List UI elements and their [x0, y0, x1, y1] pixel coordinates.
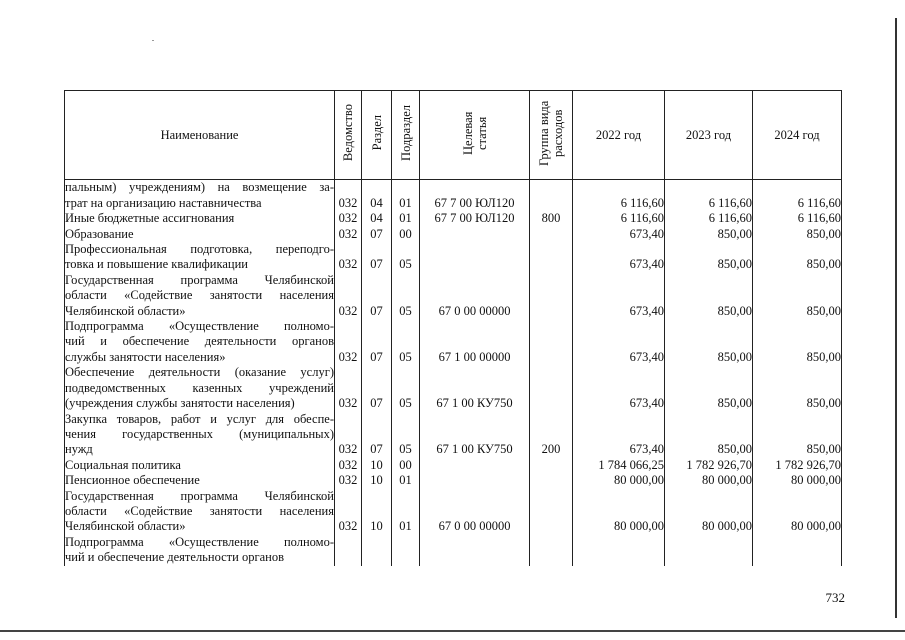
amount-2023-cell: 850,00: [665, 319, 753, 365]
subsection-cell: 00: [392, 458, 420, 473]
amount-2023-cell: 850,00: [665, 242, 753, 273]
header-expense-group: Группа вида расходов: [530, 91, 573, 180]
target-article-cell: 67 1 00 00000: [420, 319, 530, 365]
header-year-2023: 2023 год: [665, 91, 753, 180]
section-cell: 07: [362, 319, 392, 365]
row-name-line: Челябинской области»: [65, 303, 186, 318]
row-name-line: области «Содействие занятости населения: [65, 503, 334, 518]
page-number: 732: [825, 590, 845, 605]
row-name-line: Подпрограмма «Осуществление полномо-: [65, 534, 334, 549]
row-name-line: (учреждения службы занятости населения): [65, 396, 295, 411]
table-row: [65, 273, 842, 319]
section-cell: 07: [362, 273, 392, 319]
section-cell: 04: [362, 180, 392, 211]
amount-2023-cell: 850,00: [665, 273, 753, 319]
row-name-line: чий и обеспечение деятельности органов: [65, 334, 334, 349]
amount-2024-cell: 850,00: [753, 319, 842, 365]
subsection-cell: [392, 535, 420, 566]
section-cell: 10: [362, 473, 392, 488]
row-name-line: Образование: [65, 226, 134, 241]
subsection-cell: 00: [392, 227, 420, 242]
row-name-cell: [65, 227, 335, 242]
amount-2023-cell: 6 116,60: [665, 180, 753, 211]
row-name-line: Государственная программа Челябинской: [65, 272, 334, 287]
expense-group-cell: 800: [530, 211, 573, 226]
table-row: [65, 458, 842, 473]
amount-2024-cell: 850,00: [753, 227, 842, 242]
department-cell: 032: [335, 489, 362, 535]
expense-group-cell: [530, 473, 573, 488]
department-cell: [335, 535, 362, 566]
amount-2023-cell: 80 000,00: [665, 489, 753, 535]
row-name-cell: [65, 473, 335, 488]
section-cell: 07: [362, 242, 392, 273]
row-name-cell: [65, 242, 335, 273]
subsection-cell: 05: [392, 242, 420, 273]
expense-group-cell: [530, 180, 573, 211]
expense-group-cell: [530, 365, 573, 411]
expense-group-cell: [530, 273, 573, 319]
amount-2023-cell: 6 116,60: [665, 211, 753, 226]
amount-2022-cell: 80 000,00: [573, 473, 665, 488]
target-article-cell: [420, 242, 530, 273]
row-name-line: Государственная программа Челябинской: [65, 488, 334, 503]
department-cell: 032: [335, 227, 362, 242]
amount-2022-cell: 673,40: [573, 227, 665, 242]
department-cell: 032: [335, 273, 362, 319]
row-name-line: чий и обеспечение деятельности органов: [65, 550, 284, 565]
amount-2023-cell: 850,00: [665, 227, 753, 242]
target-article-cell: 67 0 00 00000: [420, 273, 530, 319]
section-cell: 10: [362, 458, 392, 473]
table-header: [65, 91, 842, 180]
section-cell: 04: [362, 211, 392, 226]
row-name-line: товка и повышение квалификации: [65, 257, 248, 272]
target-article-cell: [420, 473, 530, 488]
row-name-cell: [65, 412, 335, 458]
table-row: [65, 227, 842, 242]
row-name-line: Профессиональная подготовка, переподго-: [65, 242, 334, 257]
table-body: [65, 180, 842, 566]
row-name-cell: [65, 458, 335, 473]
department-cell: 032: [335, 365, 362, 411]
table-row: [65, 412, 842, 458]
expense-group-cell: [530, 227, 573, 242]
expense-group-cell: 200: [530, 412, 573, 458]
amount-2022-cell: 6 116,60: [573, 180, 665, 211]
row-name-cell: [65, 535, 335, 566]
header-year-2024: 2024 год: [753, 91, 842, 180]
scan-artifact: [152, 40, 154, 41]
amount-2024-cell: 6 116,60: [753, 180, 842, 211]
row-name-line: чения государственных (муниципальных): [65, 426, 334, 441]
header-department: Ведомство: [335, 91, 362, 180]
section-cell: 10: [362, 489, 392, 535]
row-name-line: нужд: [65, 442, 93, 457]
department-cell: 032: [335, 211, 362, 226]
section-cell: [362, 535, 392, 566]
expense-group-cell: [530, 535, 573, 566]
table-row: [65, 365, 842, 411]
amount-2022-cell: 673,40: [573, 412, 665, 458]
subsection-cell: 01: [392, 489, 420, 535]
amount-2022-cell: 673,40: [573, 365, 665, 411]
amount-2022-cell: 6 116,60: [573, 211, 665, 226]
scan-edge-bottom: [0, 630, 905, 632]
department-cell: 032: [335, 242, 362, 273]
amount-2024-cell: 1 782 926,70: [753, 458, 842, 473]
row-name-line: Пенсионное обеспечение: [65, 473, 200, 488]
table-row: [65, 180, 842, 211]
amount-2023-cell: 1 782 926,70: [665, 458, 753, 473]
table-row: [65, 473, 842, 488]
department-cell: 032: [335, 319, 362, 365]
amount-2022-cell: 1 784 066,25: [573, 458, 665, 473]
header-year-2022: 2022 год: [573, 91, 665, 180]
expense-group-cell: [530, 242, 573, 273]
row-name-cell: [65, 489, 335, 535]
subsection-cell: 05: [392, 273, 420, 319]
row-name-line: трат на организацию наставничества: [65, 195, 262, 210]
table-row: [65, 489, 842, 535]
row-name-line: Иные бюджетные ассигнования: [65, 211, 235, 226]
department-cell: 032: [335, 412, 362, 458]
amount-2023-cell: 80 000,00: [665, 473, 753, 488]
subsection-cell: 05: [392, 319, 420, 365]
subsection-cell: 01: [392, 473, 420, 488]
row-name-line: пальным) учреждениям) на возмещение за-: [65, 180, 334, 195]
subsection-cell: 01: [392, 180, 420, 211]
subsection-cell: 05: [392, 412, 420, 458]
row-name-line: Закупка товаров, работ и услуг для обеспе-: [65, 411, 334, 426]
amount-2024-cell: 80 000,00: [753, 489, 842, 535]
section-cell: 07: [362, 227, 392, 242]
table-row: [65, 319, 842, 365]
amount-2023-cell: 850,00: [665, 365, 753, 411]
expense-group-cell: [530, 319, 573, 365]
header-target-article: Целевая статья: [420, 91, 530, 180]
row-name-cell: [65, 211, 335, 226]
amount-2024-cell: 850,00: [753, 273, 842, 319]
amount-2022-cell: 673,40: [573, 242, 665, 273]
target-article-cell: 67 1 00 КУ750: [420, 412, 530, 458]
row-name-line: подведомственных казенных учреждений: [65, 380, 334, 395]
row-name-line: службы занятости населения»: [65, 349, 226, 364]
target-article-cell: [420, 535, 530, 566]
row-name-line: области «Содействие занятости населения: [65, 288, 334, 303]
amount-2022-cell: 80 000,00: [573, 489, 665, 535]
amount-2024-cell: 80 000,00: [753, 473, 842, 488]
row-name-line: Подпрограмма «Осуществление полномо-: [65, 319, 334, 334]
row-name-line: Обеспечение деятельности (оказание услуг): [65, 365, 334, 380]
row-name-cell: [65, 319, 335, 365]
header-section: Раздел: [362, 91, 392, 180]
subsection-cell: 05: [392, 365, 420, 411]
table-row: [65, 242, 842, 273]
target-article-cell: 67 7 00 ЮЛ120: [420, 211, 530, 226]
target-article-cell: [420, 227, 530, 242]
amount-2024-cell: 850,00: [753, 242, 842, 273]
target-article-cell: 67 7 00 ЮЛ120: [420, 180, 530, 211]
department-cell: 032: [335, 473, 362, 488]
amount-2024-cell: 6 116,60: [753, 211, 842, 226]
table-row: [65, 535, 842, 566]
row-name-cell: [65, 273, 335, 319]
amount-2022-cell: [573, 535, 665, 566]
row-name-cell: [65, 365, 335, 411]
expense-group-cell: [530, 458, 573, 473]
target-article-cell: 67 1 00 КУ750: [420, 365, 530, 411]
section-cell: 07: [362, 365, 392, 411]
row-name-cell: [65, 180, 335, 211]
table-row: [65, 211, 842, 226]
amount-2024-cell: [753, 535, 842, 566]
section-cell: 07: [362, 412, 392, 458]
header-subsection: Подраздел: [392, 91, 420, 180]
amount-2024-cell: 850,00: [753, 365, 842, 411]
amount-2023-cell: 850,00: [665, 412, 753, 458]
amount-2022-cell: 673,40: [573, 319, 665, 365]
expense-group-cell: [530, 489, 573, 535]
row-name-line: Челябинской области»: [65, 519, 186, 534]
target-article-cell: 67 0 00 00000: [420, 489, 530, 535]
scan-edge-right: [895, 18, 897, 618]
department-cell: 032: [335, 458, 362, 473]
budget-table: [64, 90, 842, 566]
header-name: Наименование: [65, 91, 335, 180]
amount-2022-cell: 673,40: [573, 273, 665, 319]
subsection-cell: 01: [392, 211, 420, 226]
department-cell: 032: [335, 180, 362, 211]
target-article-cell: [420, 458, 530, 473]
row-name-line: Социальная политика: [65, 457, 181, 472]
amount-2023-cell: [665, 535, 753, 566]
amount-2024-cell: 850,00: [753, 412, 842, 458]
